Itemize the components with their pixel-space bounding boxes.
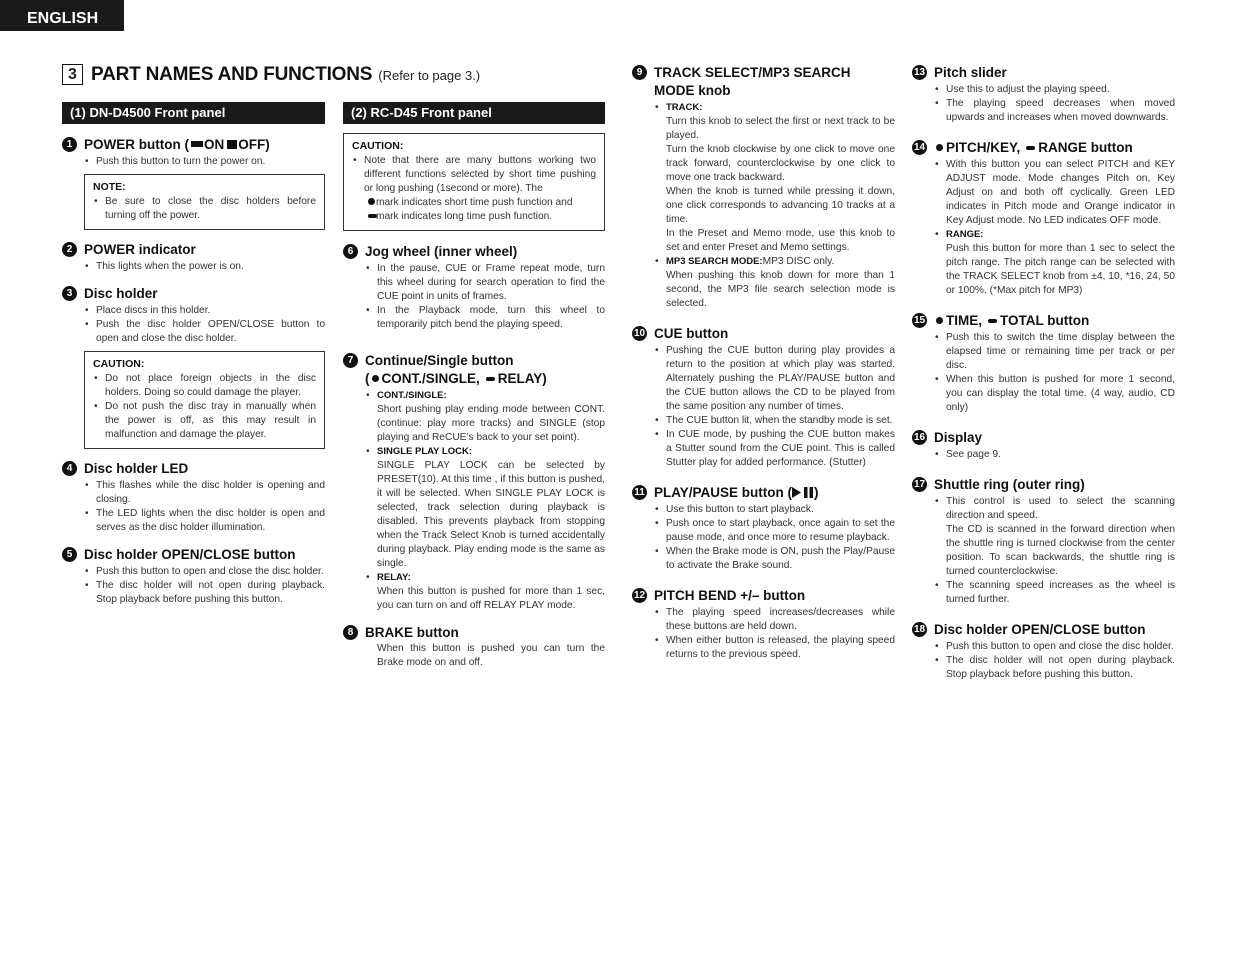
short-push-icon — [936, 317, 943, 324]
caution-box — [343, 133, 605, 231]
bullet: • In CUE mode, by pushing the CUE button makes a Stutter sound from the CUE point. This is called Stutter play for added performance. (Stutter) — [654, 428, 895, 470]
note-box — [84, 174, 325, 230]
sub-label: SINGLE PLAY LOCK: — [377, 446, 473, 457]
panel-heading-rc-d45: (2) RC-D45 Front panel — [343, 102, 605, 124]
item-number: 1 — [62, 137, 77, 152]
sub-text: Turn this knob to select the first or next track to be played. — [666, 116, 895, 141]
bullet: • When the Brake mode is ON, push the Play/Pause to activate the Brake sound. — [654, 545, 895, 573]
item-jog-wheel — [343, 243, 605, 332]
item-cue-button — [632, 325, 895, 470]
item-title: BRAKE button — [365, 625, 459, 640]
item-title-cont: CONT./SINGLE, — [381, 371, 480, 386]
sub-label: MP3 SEARCH MODE: — [666, 256, 763, 267]
short-push-icon — [372, 375, 379, 382]
sub-text: Push this button for more than 1 sec to select the pitch range. The pitch range can be selected with the TRACK SELECT knob from ±4, 10, *16, 24, 50 or 100%. (*Max pitch for MP3) — [946, 243, 1175, 296]
bullet: • Push once to start playback, once again to set the pause mode, and once more to resume playback. — [654, 517, 895, 545]
sub-text: In the Preset and Memo mode, use this knob to set and enter Preset and Memo settings. — [666, 228, 895, 253]
item-number: 5 — [62, 547, 77, 562]
sub-label: RELAY: — [377, 572, 411, 583]
item-number: 10 — [633, 328, 646, 339]
item-title-end: ) — [814, 485, 819, 500]
bullet: • The playing speed increases/decreases while these buttons are held down. — [654, 606, 895, 634]
sub-text: The CD is scanned in the forward direction when the shuttle ring is turned clockwise from the center position. To scan backwards, the shuttle ring is turned counterclockwise. — [946, 524, 1175, 577]
item-brake-button — [343, 624, 605, 670]
item-title: Jog wheel (inner wheel) — [365, 244, 518, 259]
item-title: PLAY/PAUSE button ( — [654, 485, 792, 500]
bullet: • Use this to adjust the playing speed. — [934, 83, 1175, 97]
bullet: • The disc holder will not open during playback. Stop playback before pushing this button. — [84, 579, 325, 607]
short-push-icon — [368, 198, 375, 205]
bullet: • The playing speed decreases when moved upwards and increases when moved downwards. — [934, 97, 1175, 125]
bullet: • This flashes while the disc holder is opening and closing. — [84, 479, 325, 507]
item-title: Shuttle ring (outer ring) — [934, 477, 1085, 492]
page-title: PART NAMES AND FUNCTIONS — [91, 64, 373, 85]
sub-item — [365, 445, 605, 571]
sub-item — [654, 255, 895, 311]
item-pitch-bend — [632, 587, 895, 662]
note-title: NOTE: — [93, 181, 126, 193]
item-title-on: ON — [203, 137, 225, 152]
legend-long-text: mark indicates long time push function. — [376, 211, 553, 222]
section-heading — [62, 64, 480, 86]
caution-text: • Note that there are many buttons working two different functions selected by short time pushing or long pushing (1second or more). The — [352, 154, 596, 196]
sub-text: When this button is pushed for more than 1 sec, you can turn on and off RELAY PLAY mode. — [377, 586, 605, 611]
item-title: Disc holder OPEN/CLOSE button — [84, 547, 296, 562]
sub-item — [654, 101, 895, 255]
page-reference: (Refer to page 3.) — [378, 68, 481, 83]
item-play-pause — [632, 484, 895, 573]
legend-long — [352, 210, 596, 224]
item-title: TRACK SELECT/MP3 SEARCH — [654, 65, 851, 80]
item-title-range: RANGE button — [1038, 140, 1133, 155]
item-title-line2: MODE knob — [654, 83, 731, 98]
bullet-text: This control is used to select the scanning direction and speed. — [946, 496, 1175, 521]
item-number: 18 — [913, 624, 926, 635]
off-symbol-icon — [227, 140, 237, 149]
sub-text: Short pushing play ending mode between CONT. (continue: play more tracks) and SINGLE (stop playing and ReCUE’s back to your set point). — [377, 404, 605, 443]
bullet: • In the Playback mode, turn this wheel to temporarily pitch bend the playing speed. — [365, 304, 605, 332]
section-number: 3 — [62, 64, 83, 85]
item-number: 17 — [913, 479, 926, 490]
long-push-icon — [988, 319, 997, 323]
bullet: • See page 9. — [934, 448, 1175, 462]
item-title: Pitch slider — [934, 65, 1007, 80]
column-3 — [632, 64, 895, 673]
item-shuttle-ring — [912, 476, 1175, 607]
item-number: 6 — [343, 244, 358, 259]
bullet: • The scanning speed increases as the wheel is turned further. — [934, 579, 1175, 607]
bullet: • With this button you can select PITCH and KEY ADJUST mode. Mode changes Pitch on, Key Adjust on and both off cyclically. Green LED indicates in Pitch mode and Orange indicator in Key Adjust mode. No LED indicates OFF mode. — [934, 158, 1175, 228]
item-title-total: TOTAL button — [1000, 313, 1090, 328]
caution-box — [84, 351, 325, 449]
sub-inline: MP3 DISC only. — [762, 256, 835, 267]
bullet: • The CUE button lit, when the standby mode is set. — [654, 414, 895, 428]
item-number: 3 — [62, 286, 77, 301]
column-1 — [62, 102, 325, 618]
item-title: POWER button ( — [84, 137, 189, 152]
caution-title: CAUTION: — [93, 358, 145, 370]
item-title-paren: ( — [365, 371, 370, 386]
item-title-relay: RELAY) — [497, 371, 547, 386]
item-number: 12 — [633, 590, 646, 601]
on-symbol-icon — [191, 141, 203, 147]
long-push-icon — [1026, 146, 1035, 150]
language-tab: ENGLISH — [0, 0, 124, 31]
item-disc-holder-open-close-2 — [912, 621, 1175, 682]
bullet: • Use this button to start playback. — [654, 503, 895, 517]
item-number: 13 — [913, 67, 926, 78]
sub-item — [365, 571, 605, 613]
item-number: 14 — [913, 142, 926, 153]
item-number: 2 — [62, 242, 77, 257]
bullet: • Push this button to open and close the disc holder. — [84, 565, 325, 579]
item-description: When this button is pushed you can turn the Brake mode on and off. — [377, 643, 605, 668]
item-disc-holder-led — [62, 460, 325, 535]
item-time-total — [912, 312, 1175, 415]
legend-short — [352, 196, 596, 210]
bullet: • Push this button to turn the power on. — [84, 155, 325, 169]
item-disc-holder — [62, 285, 325, 449]
item-number: 15 — [913, 315, 926, 326]
item-number: 8 — [343, 625, 358, 640]
item-power-indicator — [62, 241, 325, 274]
item-title-off: OFF) — [238, 137, 270, 152]
bullet: • The LED lights when the disc holder is open and serves as the disc holder illumination. — [84, 507, 325, 535]
column-2 — [343, 102, 605, 681]
item-display — [912, 429, 1175, 462]
bullet: • This lights when the power is on. — [84, 260, 325, 274]
item-pitch-slider — [912, 64, 1175, 125]
item-number: 7 — [343, 353, 358, 368]
item-title: Continue/Single button — [365, 353, 514, 368]
item-number: 4 — [62, 461, 77, 476]
long-push-icon — [486, 377, 495, 381]
sub-label: CONT./SINGLE: — [377, 390, 447, 401]
item-track-select — [632, 64, 895, 311]
bullet: • Push this button to open and close the disc holder. — [934, 640, 1175, 654]
sub-text: Turn the knob clockwise by one click to move one track forward, counterclockwise by one click to move one track backward. — [666, 144, 895, 183]
sub-text: When the knob is turned while pressing it down, one click corresponds to advancing 10 tracks at a time. — [666, 186, 895, 225]
item-title: Display — [934, 430, 983, 445]
item-title: Disc holder — [84, 286, 158, 301]
bullet: • The disc holder will not open during playback. Stop playback before pushing this button. — [934, 654, 1175, 682]
sub-label: TRACK: — [666, 102, 703, 113]
bullet: • When this button is pushed for more 1 second, you can display the total time. (4 way, audio, CD only) — [934, 373, 1175, 415]
item-number: 11 — [632, 485, 647, 500]
bullet: • In the pause, CUE or Frame repeat mode, turn this wheel during for search operation to find the CUE point in units of frames. — [365, 262, 605, 304]
short-push-icon — [936, 144, 943, 151]
sub-label: RANGE: — [946, 229, 984, 240]
item-continue-single — [343, 352, 605, 613]
item-number: 16 — [913, 432, 926, 443]
caution-title: CAUTION: — [352, 140, 404, 152]
note-text: • Be sure to close the disc holders before turning off the power. — [93, 195, 316, 223]
item-disc-holder-open-close — [62, 546, 325, 607]
sub-item — [365, 389, 605, 445]
panel-heading-dn-d4500: (1) DN-D4500 Front panel — [62, 102, 325, 124]
play-pause-icon — [792, 487, 814, 498]
sub-text: SINGLE PLAY LOCK can be selected by PRESET(10). At this time , if this button is pushed, it will be selected. When SINGLE PLAY LOCK is selected, track selection during playback is disabled. This prevents playback from stopping when the Track Select Knob is turned accidentally during playback. Play ending mode is the same as single. — [377, 460, 605, 569]
sub-text: When pushing this knob down for more than 1 second, the MP3 file search selection mode is selected. — [666, 270, 895, 309]
bullet: • Pushing the CUE button during play provides a return to the position at which play was started. Alternately pushing the PLAY/PAUSE button and the CUE button allows the CD to be played from the same position any number of times. — [654, 344, 895, 414]
item-title: PITCH BEND +/– button — [654, 588, 806, 603]
item-title: TIME, — [946, 313, 982, 328]
item-pitch-key — [912, 139, 1175, 298]
bullet: • When either button is released, the playing speed returns to the previous speed. — [654, 634, 895, 662]
column-4 — [912, 64, 1175, 693]
item-power-button — [62, 136, 325, 230]
bullet: • Push the disc holder OPEN/CLOSE button to open and close the disc holder. — [84, 318, 325, 346]
item-number: 9 — [632, 65, 647, 80]
item-title: PITCH/KEY, — [946, 140, 1021, 155]
item-title: Disc holder OPEN/CLOSE button — [934, 622, 1146, 637]
sub-item — [934, 228, 1175, 298]
caution-text: • Do not place foreign objects in the disc holders. Doing so could damage the player. — [93, 372, 316, 400]
bullet — [934, 495, 1175, 579]
bullet: • Place discs in this holder. — [84, 304, 325, 318]
item-title: POWER indicator — [84, 242, 196, 257]
item-title: CUE button — [654, 326, 729, 341]
item-title: Disc holder LED — [84, 461, 189, 476]
caution-text: • Do not push the disc tray in manually when the power is off, as this may result in malfunction and damage the player. — [93, 400, 316, 442]
legend-short-text: mark indicates short time push function and — [376, 197, 573, 208]
bullet: • Push this to switch the time display between the elapsed time or remaining time per track or per disc. — [934, 331, 1175, 373]
